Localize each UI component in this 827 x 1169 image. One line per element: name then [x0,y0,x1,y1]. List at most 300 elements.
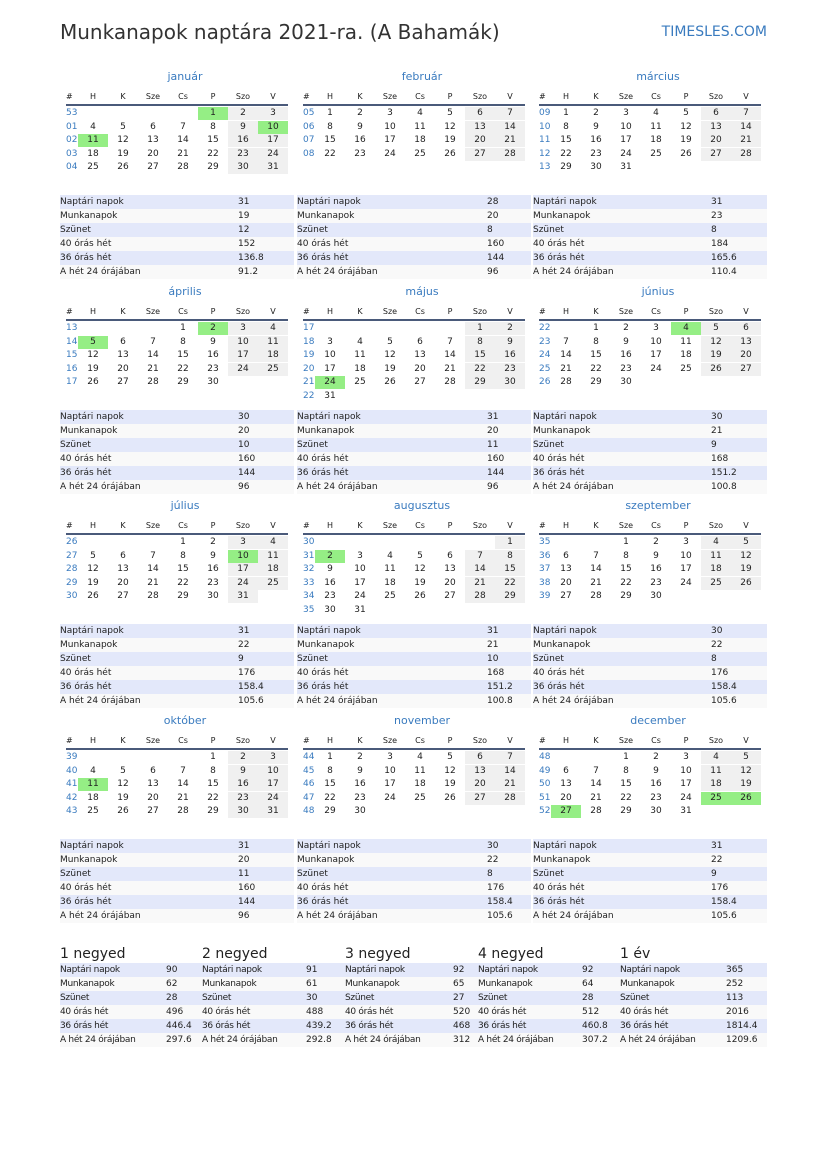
day[interactable]: 17 [680,779,692,789]
day[interactable]: 26 [731,577,761,590]
day[interactable]: 10 [620,121,632,132]
day[interactable]: 26 [444,792,456,803]
day[interactable]: 29 [620,591,632,601]
day[interactable]: 23 [207,577,219,588]
day[interactable]: 8 [563,121,569,132]
day[interactable]: 29 [465,376,495,389]
day[interactable]: 6 [120,336,126,347]
day[interactable]: 6 [150,121,156,132]
day[interactable]: 23 [228,792,258,805]
day[interactable]: 21 [147,577,159,588]
day[interactable]: 4 [387,550,393,561]
day[interactable]: 17 [620,135,632,145]
day[interactable]: 18 [87,792,99,803]
day[interactable]: 21 [560,363,572,374]
day[interactable]: 3 [357,550,363,561]
day[interactable]: 12 [444,765,456,776]
day[interactable]: 23 [354,792,366,803]
day[interactable]: 18 [354,363,366,374]
day[interactable]: 4 [90,121,96,132]
day[interactable]: 30 [324,604,336,615]
holiday-day[interactable]: 25 [701,792,731,805]
day[interactable]: 23 [495,363,525,376]
day[interactable]: 6 [447,550,453,561]
day[interactable]: 2 [210,537,216,547]
day[interactable]: 19 [384,363,396,374]
day[interactable]: 29 [495,590,525,603]
day[interactable]: 17 [258,778,288,791]
day[interactable]: 4 [417,108,423,118]
day[interactable]: 27 [117,377,129,387]
day[interactable]: 5 [683,108,689,118]
day[interactable]: 1 [623,537,629,547]
day[interactable]: 26 [701,363,731,376]
day[interactable]: 19 [87,363,99,374]
day[interactable]: 19 [701,349,731,362]
day[interactable]: 12 [414,564,426,574]
day[interactable]: 7 [150,550,156,561]
day[interactable]: 20 [147,148,159,159]
day[interactable]: 21 [590,577,602,588]
day[interactable]: 1 [563,108,569,118]
day[interactable]: 2 [228,751,258,764]
day[interactable]: 26 [444,148,456,159]
day[interactable]: 27 [147,162,159,172]
day[interactable]: 8 [623,765,629,776]
day[interactable]: 28 [147,377,159,387]
day[interactable]: 1 [465,322,495,335]
day[interactable]: 6 [701,107,731,120]
day[interactable]: 18 [680,350,692,360]
day[interactable]: 11 [680,336,692,347]
day[interactable]: 7 [150,336,156,347]
day[interactable]: 21 [731,134,761,147]
day[interactable]: 12 [87,564,99,574]
day[interactable]: 4 [258,322,288,335]
day[interactable]: 5 [731,751,761,764]
day[interactable]: 6 [731,322,761,335]
day[interactable]: 6 [465,751,495,764]
day[interactable]: 28 [465,590,495,603]
day[interactable]: 15 [560,135,572,145]
day[interactable]: 2 [653,537,659,547]
day[interactable]: 15 [620,779,632,789]
day[interactable]: 13 [560,564,572,574]
day[interactable]: 14 [731,121,761,134]
day[interactable]: 1 [180,323,186,333]
day[interactable]: 11 [414,765,426,776]
day[interactable]: 23 [324,591,336,601]
day[interactable]: 7 [495,751,525,764]
day[interactable]: 1 [623,752,629,762]
day[interactable]: 28 [590,591,602,601]
day[interactable]: 16 [650,779,662,789]
day[interactable]: 6 [465,107,495,120]
day[interactable]: 20 [731,349,761,362]
day[interactable]: 13 [117,564,129,574]
holiday-day[interactable]: 11 [78,134,108,147]
day[interactable]: 7 [563,336,569,347]
day[interactable]: 14 [465,563,495,576]
day[interactable]: 19 [87,577,99,588]
day[interactable]: 9 [593,121,599,132]
day[interactable]: 2 [653,752,659,762]
day[interactable]: 7 [180,121,186,132]
day[interactable]: 10 [324,350,336,360]
holiday-day[interactable]: 1 [198,107,228,120]
holiday-day[interactable]: 2 [198,322,228,335]
day[interactable]: 31 [258,805,288,818]
day[interactable]: 30 [207,591,219,601]
day[interactable]: 26 [87,591,99,601]
day[interactable]: 4 [701,536,731,549]
holiday-day[interactable]: 24 [315,376,345,389]
day[interactable]: 16 [324,577,336,588]
day[interactable]: 22 [620,577,632,588]
day[interactable]: 28 [444,377,456,387]
day[interactable]: 8 [593,336,599,347]
day[interactable]: 15 [495,563,525,576]
day[interactable]: 18 [87,148,99,159]
day[interactable]: 25 [414,792,426,803]
day[interactable]: 21 [465,577,495,590]
day[interactable]: 29 [324,806,336,816]
day[interactable]: 15 [207,135,219,145]
day[interactable]: 14 [590,564,602,574]
day[interactable]: 4 [653,108,659,118]
holiday-day[interactable]: 4 [671,322,701,335]
day[interactable]: 19 [731,563,761,576]
day[interactable]: 11 [650,121,662,132]
day[interactable]: 12 [117,135,129,145]
day[interactable]: 8 [495,550,525,563]
day[interactable]: 11 [258,550,288,563]
day[interactable]: 26 [117,162,129,172]
day[interactable]: 3 [653,323,659,333]
day[interactable]: 24 [258,148,288,161]
day[interactable]: 13 [465,121,495,134]
day[interactable]: 9 [357,765,363,776]
day[interactable]: 29 [177,377,189,387]
day[interactable]: 13 [701,121,731,134]
day[interactable]: 9 [210,550,216,561]
day[interactable]: 4 [701,751,731,764]
day[interactable]: 7 [593,550,599,561]
day[interactable]: 22 [324,792,336,803]
day[interactable]: 6 [417,336,423,347]
day[interactable]: 15 [324,135,336,145]
day[interactable]: 21 [495,778,525,791]
day[interactable]: 8 [210,765,216,776]
day[interactable]: 18 [701,563,731,576]
day[interactable]: 15 [465,349,495,362]
day[interactable]: 19 [680,135,692,145]
day[interactable]: 29 [207,162,219,172]
day[interactable]: 23 [620,363,632,374]
day[interactable]: 8 [465,336,495,349]
day[interactable]: 31 [620,162,632,172]
day[interactable]: 10 [680,550,692,561]
day[interactable]: 26 [117,806,129,816]
day[interactable]: 23 [354,148,366,159]
day[interactable]: 21 [444,363,456,374]
day[interactable]: 30 [650,591,662,601]
day[interactable]: 24 [384,148,396,159]
day[interactable]: 23 [207,363,219,374]
day[interactable]: 25 [258,363,288,376]
day[interactable]: 10 [228,336,258,349]
day[interactable]: 21 [495,134,525,147]
day[interactable]: 26 [87,377,99,387]
day[interactable]: 5 [731,536,761,549]
day[interactable]: 2 [495,322,525,335]
day[interactable]: 18 [650,135,662,145]
day[interactable]: 15 [207,779,219,789]
day[interactable]: 24 [384,792,396,803]
day[interactable]: 4 [258,536,288,549]
day[interactable]: 11 [354,350,366,360]
day[interactable]: 27 [560,591,572,601]
day[interactable]: 20 [465,134,495,147]
day[interactable]: 22 [177,577,189,588]
day[interactable]: 3 [387,752,393,762]
day[interactable]: 16 [650,564,662,574]
day[interactable]: 7 [447,336,453,347]
day[interactable]: 19 [117,792,129,803]
day[interactable]: 8 [180,550,186,561]
day[interactable]: 16 [620,350,632,360]
day[interactable]: 16 [354,779,366,789]
day[interactable]: 12 [384,350,396,360]
day[interactable]: 30 [620,377,632,387]
day[interactable]: 15 [324,779,336,789]
day[interactable]: 20 [147,792,159,803]
day[interactable]: 27 [701,148,731,161]
day[interactable]: 8 [180,336,186,347]
day[interactable]: 18 [414,779,426,789]
day[interactable]: 29 [620,806,632,816]
day[interactable]: 14 [147,564,159,574]
day[interactable]: 1 [327,752,333,762]
day[interactable]: 25 [354,377,366,387]
day[interactable]: 22 [177,363,189,374]
day[interactable]: 23 [228,148,258,161]
day[interactable]: 7 [593,765,599,776]
day[interactable]: 18 [384,577,396,588]
day[interactable]: 27 [444,591,456,601]
day[interactable]: 11 [701,765,731,778]
day[interactable]: 5 [701,322,731,335]
day[interactable]: 12 [680,121,692,132]
day[interactable]: 20 [701,134,731,147]
day[interactable]: 27 [465,148,495,161]
day[interactable]: 22 [495,577,525,590]
day[interactable]: 14 [590,779,602,789]
day[interactable]: 4 [90,765,96,776]
day[interactable]: 9 [653,550,659,561]
day[interactable]: 16 [207,350,219,360]
day[interactable]: 11 [384,564,396,574]
day[interactable]: 30 [228,805,258,818]
day[interactable]: 25 [384,591,396,601]
day[interactable]: 19 [444,779,456,789]
day[interactable]: 20 [560,577,572,588]
day[interactable]: 9 [228,765,258,778]
day[interactable]: 28 [731,148,761,161]
day[interactable]: 26 [680,148,692,159]
day[interactable]: 5 [120,765,126,776]
day[interactable]: 9 [210,336,216,347]
day[interactable]: 16 [590,135,602,145]
day[interactable]: 14 [177,779,189,789]
day[interactable]: 12 [87,350,99,360]
day[interactable]: 25 [701,577,731,590]
holiday-day[interactable]: 5 [78,336,108,349]
day[interactable]: 12 [117,779,129,789]
day[interactable]: 12 [444,121,456,132]
day[interactable]: 28 [147,591,159,601]
day[interactable]: 18 [258,349,288,362]
day[interactable]: 22 [207,792,219,803]
day[interactable]: 30 [354,806,366,816]
day[interactable]: 19 [117,148,129,159]
day[interactable]: 25 [650,148,662,159]
day[interactable]: 16 [354,135,366,145]
day[interactable]: 7 [731,107,761,120]
day[interactable]: 24 [258,792,288,805]
day[interactable]: 11 [414,121,426,132]
day[interactable]: 16 [228,134,258,147]
day[interactable]: 31 [680,806,692,816]
day[interactable]: 3 [683,537,689,547]
day[interactable]: 26 [384,377,396,387]
day[interactable]: 24 [650,363,662,374]
day[interactable]: 7 [465,550,495,563]
day[interactable]: 23 [650,792,662,803]
day[interactable]: 1 [593,323,599,333]
day[interactable]: 2 [228,107,258,120]
day[interactable]: 9 [327,564,333,574]
day[interactable]: 17 [680,564,692,574]
day[interactable]: 22 [207,148,219,159]
day[interactable]: 23 [650,577,662,588]
day[interactable]: 9 [653,765,659,776]
day[interactable]: 8 [210,121,216,132]
day[interactable]: 7 [495,107,525,120]
day[interactable]: 22 [560,148,572,159]
day[interactable]: 24 [228,363,258,376]
day[interactable]: 21 [590,792,602,803]
day[interactable]: 10 [384,765,396,776]
day[interactable]: 5 [447,108,453,118]
day[interactable]: 3 [683,752,689,762]
day[interactable]: 27 [731,363,761,376]
day[interactable]: 10 [258,765,288,778]
day[interactable]: 19 [414,577,426,588]
day[interactable]: 20 [117,577,129,588]
day[interactable]: 26 [414,591,426,601]
day[interactable]: 18 [701,778,731,791]
day[interactable]: 27 [465,792,495,805]
day[interactable]: 17 [324,363,336,374]
day[interactable]: 13 [414,350,426,360]
day[interactable]: 18 [414,135,426,145]
day[interactable]: 6 [120,550,126,561]
holiday-day[interactable]: 10 [228,550,258,563]
day[interactable]: 15 [177,350,189,360]
day[interactable]: 24 [680,792,692,803]
day[interactable]: 17 [650,350,662,360]
day[interactable]: 22 [465,363,495,376]
day[interactable]: 11 [258,336,288,349]
day[interactable]: 13 [731,336,761,349]
day[interactable]: 31 [258,161,288,174]
holiday-day[interactable]: 10 [258,121,288,134]
day[interactable]: 28 [590,806,602,816]
day[interactable]: 20 [414,363,426,374]
day[interactable]: 10 [680,765,692,776]
brand-link[interactable]: TIMESLES.COM [661,24,767,40]
day[interactable]: 16 [207,564,219,574]
day[interactable]: 27 [414,377,426,387]
day[interactable]: 22 [620,792,632,803]
day[interactable]: 25 [87,806,99,816]
day[interactable]: 16 [228,778,258,791]
day[interactable]: 10 [354,564,366,574]
day[interactable]: 13 [147,779,159,789]
day[interactable]: 15 [620,564,632,574]
day[interactable]: 3 [387,108,393,118]
day[interactable]: 27 [117,591,129,601]
day[interactable]: 6 [563,550,569,561]
day[interactable]: 2 [623,323,629,333]
day[interactable]: 3 [228,322,258,335]
day[interactable]: 14 [495,765,525,778]
day[interactable]: 3 [228,536,258,549]
day[interactable]: 24 [680,577,692,588]
day[interactable]: 29 [207,806,219,816]
day[interactable]: 20 [465,778,495,791]
day[interactable]: 12 [731,765,761,778]
day[interactable]: 23 [590,148,602,159]
day[interactable]: 5 [90,550,96,561]
day[interactable]: 3 [258,751,288,764]
day[interactable]: 25 [414,148,426,159]
day[interactable]: 20 [560,792,572,803]
day[interactable]: 28 [495,792,525,805]
holiday-day[interactable]: 26 [731,792,761,805]
day[interactable]: 24 [228,577,258,590]
day[interactable]: 10 [384,121,396,132]
day[interactable]: 20 [117,363,129,374]
day[interactable]: 9 [495,336,525,349]
day[interactable]: 8 [623,550,629,561]
day[interactable]: 3 [258,107,288,120]
day[interactable]: 22 [324,148,336,159]
day[interactable]: 5 [387,336,393,347]
day[interactable]: 19 [444,135,456,145]
day[interactable]: 12 [701,336,731,349]
holiday-day[interactable]: 11 [78,778,108,791]
day[interactable]: 21 [177,792,189,803]
day[interactable]: 4 [417,752,423,762]
day[interactable]: 7 [180,765,186,776]
day[interactable]: 19 [731,778,761,791]
day[interactable]: 3 [327,336,333,347]
day[interactable]: 14 [147,350,159,360]
day[interactable]: 1 [495,536,525,549]
day[interactable]: 3 [623,108,629,118]
